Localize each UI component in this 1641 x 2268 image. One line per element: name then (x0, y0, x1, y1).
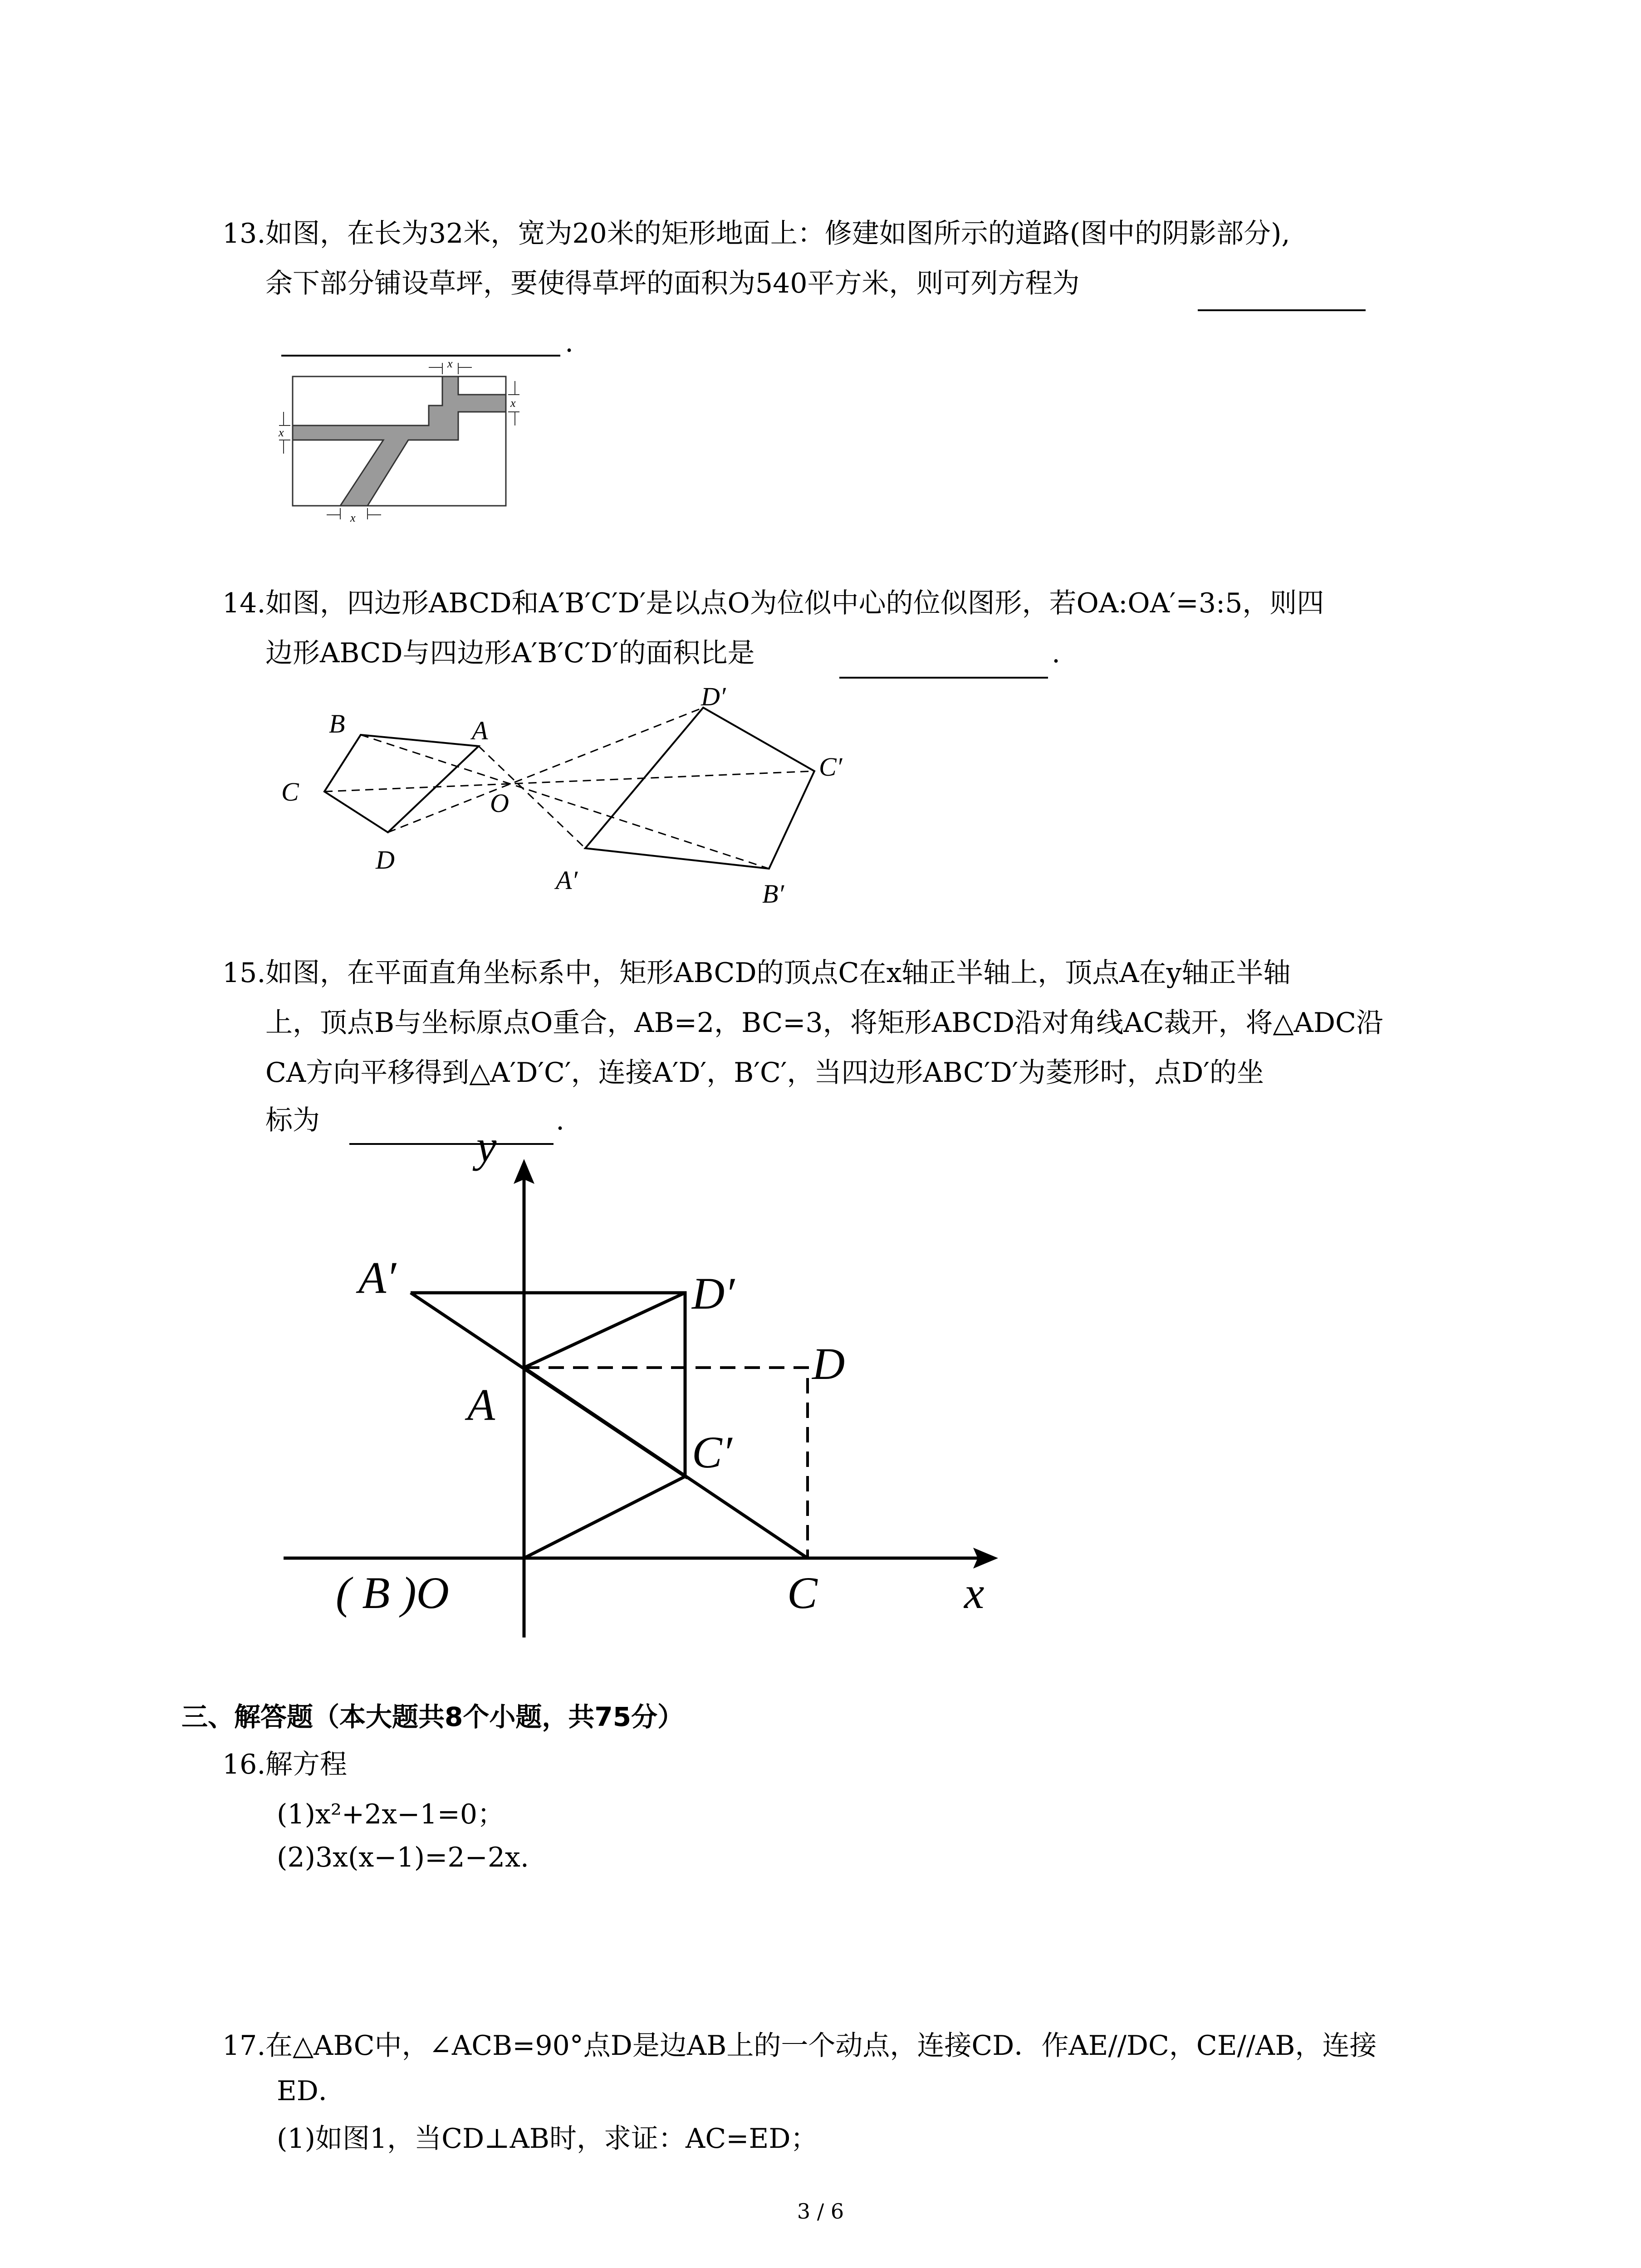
q15-figure (272, 1134, 1066, 1656)
q14-label-Ap: A′ (556, 865, 578, 895)
q14-number: 14. (222, 587, 266, 619)
q14-figure (272, 687, 898, 914)
q15-line1 (222, 955, 1291, 991)
q15-label-Ap: A′ (358, 1252, 396, 1303)
q16-part2: (2)3x(x−1)=2−2x. (277, 1842, 529, 1873)
q13-text-1: 如图，在长为32米，宽为20米的矩形地面上：修建如图所示的道路(图中的阴影部分), (265, 218, 1290, 249)
q14-label-Bp: B′ (762, 879, 784, 909)
q17-number: 17. (222, 2030, 266, 2062)
q16-title: 解方程 (265, 1749, 347, 1780)
q15-segment-AC (524, 1368, 808, 1558)
q15-segment-OCp (524, 1476, 685, 1558)
q14-line2 (265, 635, 754, 671)
q13-line3-end: . (565, 327, 574, 358)
q15-label-Dp: D′ (692, 1268, 735, 1319)
q13-answer-blank-2[interactable] (281, 327, 560, 357)
q15-line4-end: . (556, 1105, 565, 1136)
q14-answer-blank[interactable] (839, 649, 1048, 679)
q13-x-label-left: x (279, 426, 284, 439)
q16-number: 16. (222, 1749, 266, 1780)
q13-line2 (265, 265, 1080, 302)
q14-label-O: O (490, 788, 509, 818)
q17-line1 (222, 2028, 1376, 2064)
q15-segment-ADp (524, 1293, 685, 1368)
q17-text-1: 在△ABC中，∠ACB=90°点D是边AB上的一个动点，连接CD．作AE//DC，CE//AB，连接 (265, 2030, 1377, 2062)
q17-part1: (1)如图1，当CD⊥AB时，求证：AC=ED； (277, 2123, 818, 2155)
q13-number: 13. (222, 218, 266, 249)
q15-label-C: C (787, 1568, 818, 1618)
q14-text-1: 如图，四边形ABCD和A′B′C′D′是以点O为位似中心的位似图形，若OA:OA′=3:5，则四 (265, 587, 1324, 619)
q13-x-label-right: x (510, 396, 516, 410)
q14-line2-end: . (1052, 637, 1061, 669)
q13-x-label-top: x (447, 357, 453, 370)
q15-label-A: A (467, 1379, 495, 1430)
q15-text-4: 标为 (265, 1105, 320, 1136)
q17-line2: ED． (277, 2075, 346, 2107)
q14-label-Cp: C′ (819, 752, 843, 782)
q13-answer-blank-1[interactable] (1198, 281, 1366, 311)
q16-title-line (222, 1746, 347, 1783)
q15-label-Cp: C′ (692, 1427, 732, 1477)
q15-line3 (265, 1055, 1264, 1091)
q13-road-shape (293, 376, 506, 506)
q15-label-D: D (812, 1339, 845, 1389)
page-number: 3 / 6 (797, 2199, 844, 2224)
q15-text-3: CA方向平移得到△A′D′C′，连接A′D′，B′C′，当四边形ABC′D′为菱形时，点D′的坐 (265, 1057, 1264, 1089)
q15-label-B: ( B )O (336, 1568, 449, 1618)
q16-part1: (1)x²+2x−1=0； (277, 1799, 505, 1830)
q14-text-2: 边形ABCD与四边形A′B′C′D′的面积比是 (265, 637, 755, 669)
q15-text-1: 如图，在平面直角坐标系中，矩形ABCD的顶点C在x轴正半轴上，顶点A在y轴正半轴 (265, 957, 1291, 989)
q15-label-x: x (964, 1568, 985, 1618)
q14-dashed-lines (324, 708, 814, 869)
q15-line4 (265, 1102, 320, 1139)
q14-label-Dp: D′ (701, 687, 726, 711)
q14-line1 (222, 585, 1324, 621)
q15-label-y: y (476, 1134, 497, 1171)
q14-label-A: A (472, 716, 488, 745)
q15-text-2: 上，顶点B与坐标原点O重合，AB=2，BC=3，将矩形ABCD沿对角线AC裁开，将△ADC沿 (265, 1007, 1383, 1039)
q15-number: 15. (222, 957, 266, 989)
q14-label-B: B (329, 709, 345, 738)
q14-quad-ABCD (324, 735, 479, 832)
q13-text-2: 余下部分铺设草坪，要使得草坪的面积为540平方米，则可列方程为 (265, 268, 1080, 299)
section3-title: 三、解答题（本大题共8个小题，共75分） (181, 1701, 684, 1732)
q13-line1 (222, 215, 1290, 252)
q14-quad-ApBpCpDp (585, 708, 814, 869)
q14-label-D: D (376, 845, 395, 875)
q13-x-label-bottom: x (350, 511, 356, 524)
q14-label-C: C (281, 777, 299, 807)
q13-figure (272, 354, 535, 528)
q15-line2 (265, 1005, 1383, 1041)
